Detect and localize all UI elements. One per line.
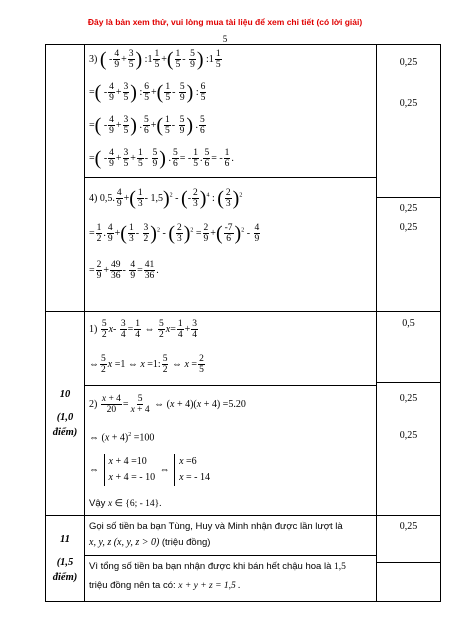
score-value: 0,25	[399, 430, 418, 441]
solution-cell	[85, 312, 377, 516]
question-number: 10	[59, 389, 71, 400]
score-cell	[377, 45, 441, 312]
expr-line: = $\frac{1}{2}$ . $\frac{4}{9}$ +( $\frac{1}{3}$ - $\frac{3}{2}$ )$^2$ - ( $\frac{2}{3}$ )$^2$ = $\frac{2}{9}$ +( $\frac{-7}{6}$ )$^2$ - $\frac{4}{9}$	[89, 222, 260, 245]
question-points: (1,5	[56, 557, 74, 568]
part-label: 3)	[89, 53, 98, 65]
solution-table	[45, 44, 441, 602]
expr-line: 4) 0,5. $\frac{4}{9}$ +( $\frac{1}{3}$ - 1,5)$^2$ - (- $\frac{2}{3}$ )$^4$ : ( $\frac{2}{3}$ )$^2$	[89, 187, 243, 210]
expr-line: =( - $\frac{4}{9}$ + $\frac{3}{5}$ ) . $\frac{5}{6}$ +( $\frac{1}{5}$ - $\frac{5}{9}$ ) . $\frac{5}{6}$	[89, 114, 205, 137]
expr-line: =( - $\frac{4}{9}$ + $\frac{3}{5}$ + $\frac{1}{5}$ - $\frac{5}{9}$ ) . $\frac{5}{6}$ = - $\frac{1}{5}$ . $\frac{5}{6}$ = - $\frac{1}{6}$ .	[89, 147, 234, 170]
solution-cell	[85, 516, 377, 602]
question-cell-empty	[46, 45, 85, 312]
question-points: (1,0	[56, 412, 74, 423]
solution-cell	[85, 45, 377, 312]
expr-line: 2) $\frac{x + 4}{20}$ = $\frac{5}{x + 4}$ ⇔ (x + 4)(x + 4) =5.20	[89, 394, 246, 415]
score-value: 0,25	[399, 393, 418, 404]
expr-line: ⇔ $(x + 4)^2 =100$	[89, 432, 155, 444]
part-label: 1)	[89, 323, 98, 335]
question-cell	[46, 516, 85, 602]
expr-line: x, y, z (x, y, z > 0) (triệu đồng)	[89, 537, 211, 548]
table-row	[46, 312, 441, 516]
question-cell	[46, 312, 85, 516]
table-row	[46, 516, 441, 602]
score-value: 0,25	[399, 521, 418, 532]
score-value: 0,25	[399, 57, 418, 68]
part-label: 2)	[89, 398, 98, 410]
solution-text: Gọi số tiền ba bạn Tùng, Huy và Minh nhận được lần lượt là	[89, 521, 343, 532]
page-number: 5	[222, 34, 228, 44]
expr-line: 1) $\frac{5}{2}$ x- $\frac{3}{4}$ = $\frac{1}{4}$ ⇔ $\frac{5}{2}$ x= $\frac{1}{4}$ + $\frac{3}{4}$	[89, 319, 198, 340]
expr-line: 3) ( - $\frac{4}{9}$ + $\frac{3}{5}$ ) :1 $\frac{1}{5}$ +( $\frac{1}{5}$ - $\frac{5}{9}$ ) :1 $\frac{1}{5}$	[89, 48, 221, 71]
expr-line: =( - $\frac{4}{9}$ + $\frac{3}{5}$ ) : $\frac{6}{5}$ +( $\frac{1}{5}$ - $\frac{5}{9}$ ) : $\frac{6}{5}$	[89, 81, 206, 104]
score-cell	[377, 516, 441, 602]
score-value: 0,25	[399, 203, 418, 214]
question-points-unit: điểm)	[52, 572, 78, 583]
expr-line: Vậy x ∈ {6; - 14}.	[89, 498, 162, 510]
score-value: 0,5	[402, 318, 415, 329]
expr-line: ⇔ $\frac{5}{2}$ x =1 ⇔ x =1: $\frac{5}{2}$ ⇔ x = $\frac{2}{5}$	[89, 354, 204, 375]
score-cell	[377, 312, 441, 516]
solution-text: triệu đồng nên ta có: x + y + z = 1,5 .	[89, 580, 241, 591]
part-label: 4)	[89, 192, 98, 204]
question-number: 11	[60, 534, 70, 545]
score-value: 0,25	[399, 222, 418, 233]
question-points-unit: điểm)	[52, 427, 78, 438]
watermark-banner: Đây là bản xem thử, vui lòng mua tài liệu để xem chi tiết (có lời giải)	[87, 17, 363, 27]
expr-line: ⇔ x + 4 =10 x + 4 = - 10 ⇔ x =6 x = - 14	[89, 454, 372, 486]
solution-text: Vì tổng số tiền ba bạn nhận được khi bán hết chậu hoa là 1,5	[89, 561, 346, 572]
expr-line: = $\frac{2}{9}$ + $\frac{49}{36}$ - $\frac{4}{9}$ = $\frac{41}{36}$ .	[89, 260, 159, 281]
score-value: 0,25	[399, 98, 418, 109]
table-row	[46, 45, 441, 312]
